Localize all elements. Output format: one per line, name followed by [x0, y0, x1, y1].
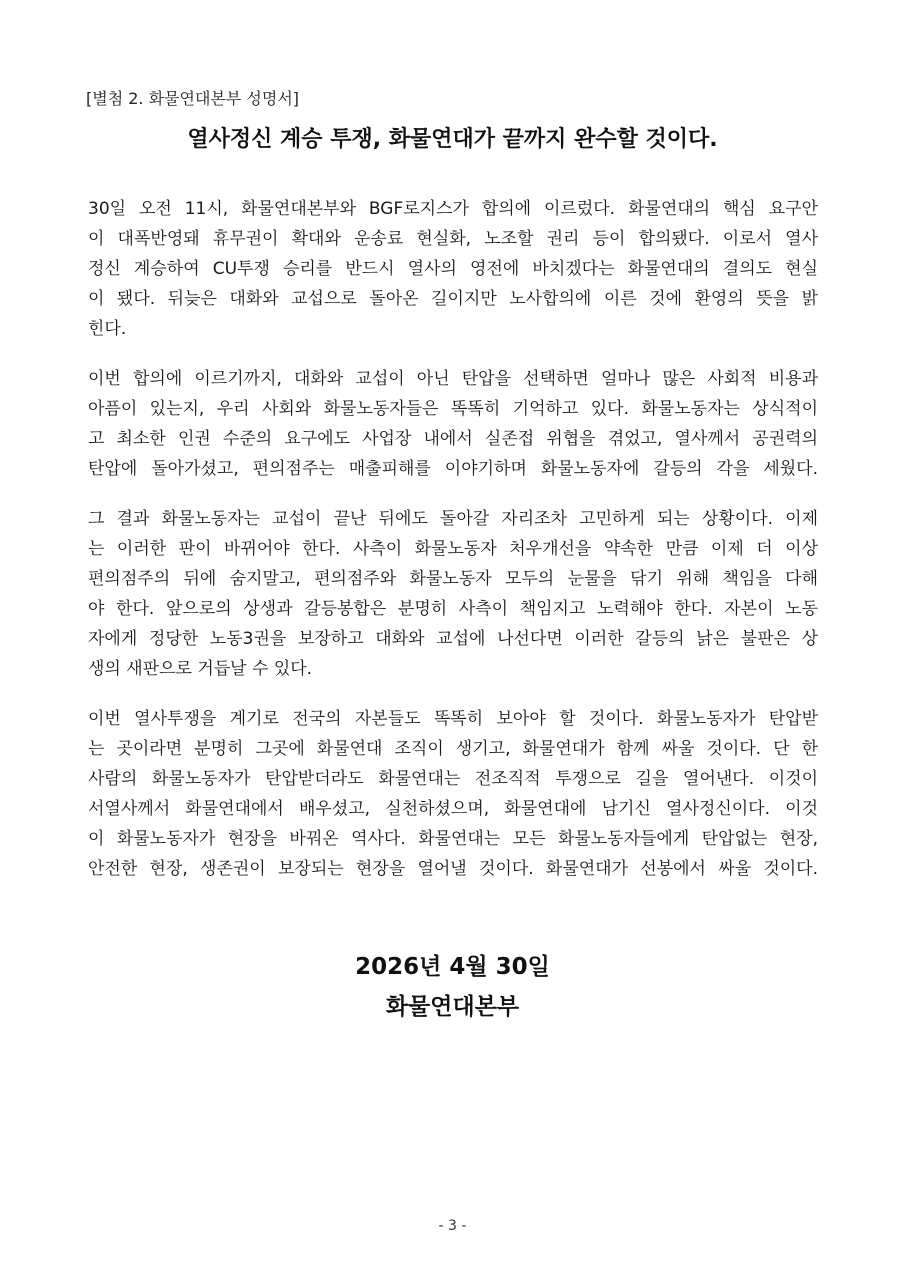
text-line: 안전한 현장, 생존권이 보장되는 현장을 열어낼 것이다. 화물연대가 선봉에서 싸울 것이다. [88, 859, 818, 879]
statement-date: 2026년 4월 30일 [355, 954, 550, 980]
attachment-label: [별첨 2. 화물연대본부 성명서] [86, 89, 300, 108]
text-line: 탄압에 돌아가셨고, 편의점주는 매출피해를 이야기하며 화물노동자에 갈등의 각을 세웠다. [88, 459, 818, 479]
page-number: - 3 - [438, 1218, 467, 1234]
text-line: 그 결과 화물노동자는 교섭이 끝난 뒤에도 돌아갈 자리조차 고민하게 되는 상황이다. 이제 [88, 509, 818, 529]
text-line: 30일 오전 11시, 화물연대본부와 BGF로지스가 합의에 이르렀다. 화물연대의 핵심 요구안 [88, 199, 818, 219]
text-line: 사람의 화물노동자가 탄압받더라도 화물연대는 전조직적 투쟁으로 길을 열어낸다. 이것이 [88, 769, 818, 789]
text-line: 이 화물노동자가 현장을 바꿔온 역사다. 화물연대는 모든 화물노동자들에게 탄압없는 현장, [88, 829, 818, 849]
text-line: 생의 새판으로 거듭날 수 있다. [88, 659, 313, 679]
paragraph-3 [88, 504, 818, 684]
text-line: 편의점주의 뒤에 숨지말고, 편의점주와 화물노동자 모두의 눈물을 닦기 위해 책임을 다해 [88, 569, 818, 589]
text-line: 아픔이 있는지, 우리 사회와 화물노동자들은 똑똑히 기억하고 있다. 화물노동자는 상식적이 [88, 399, 818, 419]
text-line: 는 곳이라면 분명히 그곳에 화물연대 조직이 생기고, 화물연대가 함께 싸울 것이다. 단 한 [88, 739, 818, 759]
text-line: 이번 합의에 이르기까지, 대화와 교섭이 아닌 탄압을 선택하면 얼마나 많은 사회적 비용과 [88, 369, 818, 389]
organization-name: 화물연대본부 [385, 994, 520, 1020]
text-line: 자에게 정당한 노동3권을 보장하고 대화와 교섭에 나선다면 이러한 갈등의 낡은 불판은 상 [88, 629, 818, 649]
text-line: 힌다. [88, 319, 127, 339]
text-line: 는 이러한 판이 바뀌어야 한다. 사측이 화물노동자 처우개선을 약속한 만큼 이제 더 이상 [88, 539, 818, 559]
statement-title: 열사정신 계승 투쟁, 화물연대가 끝까지 완수할 것이다. [187, 127, 718, 152]
text-line: 고 최소한 인권 수준의 요구에도 사업장 내에서 실존접 위협을 겪었고, 열사께서 공권력의 [88, 429, 818, 449]
text-line: 이 됐다. 뒤늦은 대화와 교섭으로 돌아온 길이지만 노사합의에 이른 것에 환영의 뜻을 밝 [88, 289, 818, 309]
text-line: 야 한다. 앞으로의 상생과 갈등봉합은 분명히 사측이 책임지고 노력해야 한다. 자본이 노동 [88, 599, 818, 619]
paragraph-4 [88, 704, 818, 884]
statement-body [88, 194, 818, 904]
text-line: 서열사께서 화물연대에서 배우셨고, 실천하셨으며, 화물연대에 남기신 열사정신이다. 이것 [88, 799, 818, 819]
text-line: 정신 계승하여 CU투쟁 승리를 반드시 열사의 영전에 바치겠다는 화물연대의 결의도 현실 [88, 259, 818, 279]
text-line: 이 대폭반영돼 휴무권이 확대와 운송료 현실화, 노조할 권리 등이 합의됐다. 이로서 열사 [88, 229, 818, 249]
text-line: 이번 열사투쟁을 계기로 전국의 자본들도 똑똑히 보아야 할 것이다. 화물노동자가 탄압받 [88, 709, 818, 729]
paragraph-2 [88, 364, 818, 484]
paragraph-1 [88, 194, 818, 344]
